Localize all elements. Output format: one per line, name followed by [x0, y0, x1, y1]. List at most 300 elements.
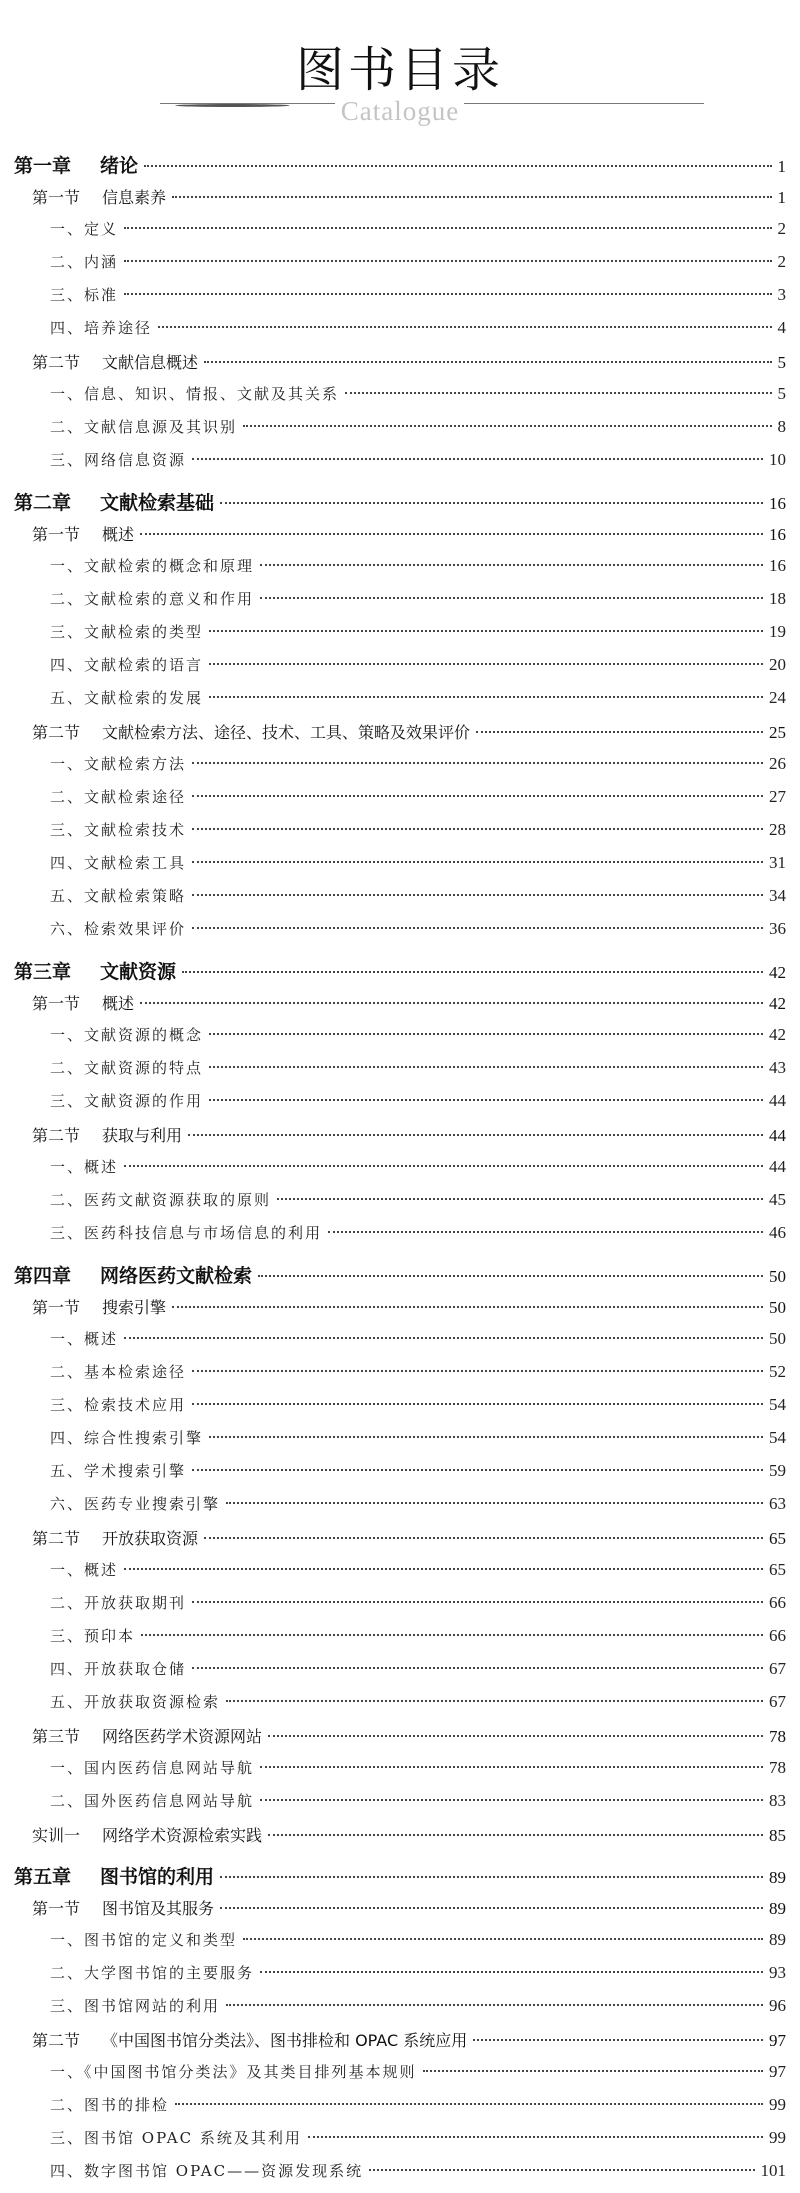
toc-entry-title: 四、数字图书馆 OPAC——资源发现系统: [50, 2162, 364, 2180]
toc-entry-title: 文献检索方法、途径、技术、工具、策略及效果评价: [102, 723, 471, 742]
dot-leader: [260, 1799, 763, 1801]
toc-chapter-row[interactable]: [14, 1255, 786, 1295]
dot-leader: [192, 762, 763, 764]
toc-entry-label: [32, 1526, 198, 1549]
toc-item-row[interactable]: [14, 1493, 786, 1526]
toc-entry-title: 一、文献资源的概念: [50, 1026, 204, 1044]
dot-leader: [204, 1537, 763, 1539]
toc-page-number: 65: [769, 1560, 786, 1579]
dot-leader: [209, 696, 763, 698]
dot-leader: [124, 1568, 763, 1570]
toc-entry-title: 文献资源: [100, 961, 177, 983]
toc-section-row[interactable]: [14, 2028, 786, 2061]
toc-page-number: 20: [769, 655, 786, 674]
toc-item-row[interactable]: [14, 1962, 786, 1995]
toc-entry-title: 三、网络信息资源: [50, 451, 187, 469]
toc-entry-label: [50, 284, 118, 305]
toc-entry-title: 网络医药文献检索: [100, 1265, 253, 1287]
toc-page-number: 24: [769, 688, 786, 707]
toc-entry-label: [50, 1790, 254, 1811]
toc-entry-label: [50, 2160, 363, 2181]
toc-entry-label: [50, 1592, 186, 1613]
toc-entry-title: 图书馆及其服务: [102, 1899, 215, 1918]
toc-entry-label: [50, 1691, 220, 1712]
toc-entry-title: 五、学术搜索引擎: [50, 1462, 187, 1480]
toc-entry-label: [50, 885, 186, 906]
dot-leader: [172, 1306, 763, 1308]
toc-page-number: 63: [769, 1494, 786, 1513]
toc-page-number: 52: [769, 1362, 786, 1381]
toc-entry-title: 三、文献资源的作用: [50, 1092, 204, 1110]
dot-leader: [192, 927, 763, 929]
toc-entry-title: 文献检索基础: [100, 492, 215, 514]
toc-entry-label: [50, 1460, 186, 1481]
toc-page-number: 26: [769, 754, 786, 773]
toc-entry-number: 第一节: [32, 188, 81, 207]
toc-section-row[interactable]: [14, 522, 786, 555]
dot-leader: [140, 533, 763, 535]
toc-item-row[interactable]: [14, 1658, 786, 1691]
toc-entry-label: [50, 383, 339, 404]
page-subtitle: Catalogue: [340, 96, 460, 126]
toc-item-row[interactable]: [14, 1057, 786, 1090]
toc-page-number: 99: [769, 2095, 786, 2114]
page-title: 图书目录: [295, 42, 504, 98]
toc-entry-number: 实训一: [32, 1826, 81, 1845]
dot-leader: [260, 597, 763, 599]
dot-leader: [192, 894, 763, 896]
toc-entry-title: 文献信息概述: [102, 353, 199, 372]
toc-item-row[interactable]: [14, 621, 786, 654]
toc-page-number: 27: [769, 787, 786, 806]
toc-entry-title: 二、文献检索的意义和作用: [50, 590, 255, 608]
dot-leader: [226, 2004, 763, 2006]
toc-entry-number: 第二节: [32, 723, 81, 742]
toc-item-row[interactable]: [14, 1156, 786, 1189]
toc-entry-title: 开放获取资源: [102, 1529, 199, 1548]
toc-entry-label: [50, 1024, 203, 1045]
toc-entry-title: 二、大学图书馆的主要服务: [50, 1964, 255, 1982]
toc-entry-label: [50, 555, 254, 576]
toc-page-number: 42: [769, 994, 786, 1013]
toc-entry-title: 一、文献检索方法: [50, 755, 187, 773]
toc-item-row[interactable]: [14, 251, 786, 284]
toc-chapter-row[interactable]: [14, 951, 786, 991]
toc-page-number: 66: [769, 1626, 786, 1645]
toc-page-number: 43: [769, 1058, 786, 1077]
toc-item-row[interactable]: [14, 1995, 786, 2028]
dot-leader: [124, 1165, 763, 1167]
toc-entry-number: 第一节: [32, 1298, 81, 1317]
toc-entry-label: [32, 1896, 214, 1919]
toc-entry-title: 三、标准: [50, 286, 119, 304]
dot-leader: [328, 1231, 763, 1233]
toc-page-number: 89: [769, 1930, 786, 1949]
toc-page-number: 4: [777, 318, 786, 337]
dot-leader: [192, 1370, 763, 1372]
toc-entry-number: 第三节: [32, 1727, 81, 1746]
toc-item-row[interactable]: [14, 1189, 786, 1222]
dot-leader: [141, 1634, 763, 1636]
toc-entry-label: [50, 251, 118, 272]
toc-item-row[interactable]: [14, 317, 786, 350]
toc-entry-title: 二、医药文献资源获取的原则: [50, 1191, 272, 1209]
dot-leader: [308, 2136, 763, 2138]
toc-entry-label: [50, 1658, 186, 1679]
toc-page-number: 31: [769, 853, 786, 872]
toc-entry-label: [32, 720, 470, 743]
toc-item-row[interactable]: [14, 918, 786, 951]
toc-item-row[interactable]: [14, 753, 786, 786]
toc-entry-label: [50, 1057, 203, 1078]
toc-entry-title: 五、文献检索的发展: [50, 689, 204, 707]
toc-page-number: 5: [777, 384, 786, 403]
toc-entry-label: [32, 185, 166, 208]
dot-leader: [124, 293, 771, 295]
toc-page-number: 5: [777, 353, 786, 372]
catalogue-header: [0, 0, 800, 140]
toc-page-number: 42: [769, 963, 786, 982]
toc-section-row[interactable]: [14, 1823, 786, 1856]
dot-leader: [182, 971, 763, 973]
toc-chapter-row[interactable]: [14, 145, 786, 185]
toc-entry-title: 绪论: [100, 155, 139, 177]
toc-item-row[interactable]: [14, 819, 786, 852]
toc-entry-label: [50, 753, 186, 774]
toc-page-number: 44: [769, 1126, 786, 1145]
toc-entry-label: [50, 852, 186, 873]
toc-entry-number: 第一节: [32, 1899, 81, 1918]
toc-section-row[interactable]: [14, 185, 786, 218]
toc-item-row[interactable]: [14, 1222, 786, 1255]
dot-leader: [209, 1436, 763, 1438]
toc-item-row[interactable]: [14, 1427, 786, 1460]
toc-entry-label: [50, 1493, 220, 1514]
dot-leader: [345, 392, 771, 394]
toc-entry-label: [14, 1261, 252, 1288]
toc-entry-title: 四、文献检索工具: [50, 854, 187, 872]
toc-page-number: 97: [769, 2062, 786, 2081]
toc-entry-title: 四、综合性搜索引擎: [50, 1429, 204, 1447]
toc-page-number: 16: [769, 556, 786, 575]
toc-entry-label: [50, 2061, 417, 2082]
toc-entry-label: [50, 588, 254, 609]
toc-entry-label: [14, 957, 176, 984]
toc-item-row[interactable]: [14, 555, 786, 588]
dot-leader: [220, 1876, 763, 1878]
toc-page-number: 78: [769, 1758, 786, 1777]
toc-entry-label: [50, 687, 203, 708]
toc-entry-title: 五、开放获取资源检索: [50, 1693, 221, 1711]
toc-entry-title: 二、国外医药信息网站导航: [50, 1792, 255, 1810]
toc-page-number: 46: [769, 1223, 786, 1242]
toc-section-row[interactable]: [14, 1526, 786, 1559]
toc-entry-title: 六、医药专业搜索引擎: [50, 1495, 221, 1513]
toc-page-number: 67: [769, 1659, 786, 1678]
dot-leader: [268, 1735, 763, 1737]
toc-section-row[interactable]: [14, 1123, 786, 1156]
toc-chapter-row[interactable]: [14, 1856, 786, 1896]
dot-leader: [204, 361, 771, 363]
toc-entry-label: [50, 1361, 186, 1382]
toc-entry-label: [50, 218, 118, 239]
toc-page-number: 50: [769, 1298, 786, 1317]
toc-entry-label: [32, 522, 134, 545]
toc-page-number: 42: [769, 1025, 786, 1044]
toc-page-number: 54: [769, 1428, 786, 1447]
toc-entry-title: 一、信息、知识、情报、文献及其关系: [50, 385, 340, 403]
toc-entry-label: [50, 918, 186, 939]
toc-item-row[interactable]: [14, 1757, 786, 1790]
toc-entry-label: [50, 1427, 203, 1448]
toc-item-row[interactable]: [14, 383, 786, 416]
toc-page-number: 97: [769, 2031, 786, 2050]
toc-item-row[interactable]: [14, 1592, 786, 1625]
toc-page-number: 50: [769, 1329, 786, 1348]
toc-entry-label: [50, 621, 203, 642]
dot-leader: [476, 731, 763, 733]
toc-entry-title: 三、预印本: [50, 1627, 136, 1645]
toc-entry-title: 三、图书馆网站的利用: [50, 1997, 221, 2015]
toc-item-row[interactable]: [14, 284, 786, 317]
dot-leader: [423, 2070, 763, 2072]
toc-item-row[interactable]: [14, 1328, 786, 1361]
toc-page-number: 44: [769, 1157, 786, 1176]
dot-leader: [192, 795, 763, 797]
toc-entry-title: 图书馆的利用: [100, 1866, 215, 1888]
toc-item-row[interactable]: [14, 885, 786, 918]
toc-entry-label: [50, 1189, 271, 1210]
toc-page-number: 83: [769, 1791, 786, 1810]
toc-entry-title: 网络医药学术资源网站: [102, 1727, 263, 1746]
toc-entry-number: 第五章: [14, 1866, 72, 1888]
toc-entry-label: [32, 991, 134, 1014]
toc-page-number: 85: [769, 1826, 786, 1845]
dot-leader: [140, 1002, 763, 1004]
toc-entry-title: 二、基本检索途径: [50, 1363, 187, 1381]
toc-page-number: 8: [777, 417, 786, 436]
toc-entry-number: 第二节: [32, 353, 81, 372]
toc-item-row[interactable]: [14, 449, 786, 482]
toc-item-row[interactable]: [14, 852, 786, 885]
dot-leader: [172, 196, 771, 198]
toc-entry-label: [50, 1995, 220, 2016]
toc-entry-label: [50, 1090, 203, 1111]
toc-section-row[interactable]: [14, 720, 786, 753]
toc-page-number: 2: [777, 252, 786, 271]
dot-leader: [268, 1834, 763, 1836]
toc-entry-label: [50, 449, 186, 470]
toc-chapter-row[interactable]: [14, 482, 786, 522]
toc-entry-title: 四、文献检索的语言: [50, 656, 204, 674]
dot-leader: [473, 2039, 763, 2041]
toc-page-number: 66: [769, 1593, 786, 1612]
toc-entry-number: 第三章: [14, 961, 72, 983]
toc-entry-title: 获取与利用: [102, 1126, 183, 1145]
toc-item-row[interactable]: [14, 1024, 786, 1057]
toc-entry-title: 二、文献信息源及其识别: [50, 418, 238, 436]
toc-item-row[interactable]: [14, 2094, 786, 2127]
dot-leader: [260, 564, 763, 566]
toc-page-number: 28: [769, 820, 786, 839]
dot-leader: [209, 630, 763, 632]
dot-leader: [192, 828, 763, 830]
toc-section-row[interactable]: [14, 350, 786, 383]
toc-entry-label: [50, 317, 152, 338]
toc-page-number: 19: [769, 622, 786, 641]
dot-leader: [243, 1938, 763, 1940]
toc-page-number: 25: [769, 723, 786, 742]
toc-entry-title: 一、《中国图书馆分类法》及其类目排列基本规则: [50, 2063, 417, 2081]
dot-leader: [188, 1134, 763, 1136]
dot-leader: [144, 165, 771, 167]
toc-page-number: 44: [769, 1091, 786, 1110]
toc-entry-title: 网络学术资源检索实践: [102, 1826, 263, 1845]
toc-entry-label: [50, 1625, 135, 1646]
toc-entry-title: 三、文献检索的类型: [50, 623, 204, 641]
toc-entry-label: [50, 1222, 322, 1243]
toc-item-row[interactable]: [14, 2061, 786, 2094]
toc-page-number: 99: [769, 2128, 786, 2147]
dot-leader: [192, 1403, 763, 1405]
dot-leader: [220, 1907, 763, 1909]
dot-leader: [260, 1766, 763, 1768]
toc-entry-label: [32, 1123, 182, 1146]
toc-entry-label: [50, 1929, 237, 1950]
toc-entry-title: 二、内涵: [50, 253, 119, 271]
toc-item-row[interactable]: [14, 588, 786, 621]
dot-leader: [226, 1700, 763, 1702]
toc-entry-title: 二、文献资源的特点: [50, 1059, 204, 1077]
toc-page-number: 101: [760, 2161, 786, 2180]
toc-entry-title: 概述: [102, 994, 135, 1013]
toc-entry-number: 第二节: [32, 1529, 81, 1548]
toc-section-row[interactable]: [14, 1295, 786, 1328]
toc-item-row[interactable]: [14, 416, 786, 449]
toc-entry-label: [32, 2028, 467, 2051]
toc-entry-label: [50, 1757, 254, 1778]
dot-leader: [124, 260, 771, 262]
dot-leader: [243, 425, 771, 427]
toc-item-row[interactable]: [14, 654, 786, 687]
toc-entry-label: [50, 786, 186, 807]
dot-leader: [175, 2103, 763, 2105]
dot-leader: [220, 502, 763, 504]
toc-item-row[interactable]: [14, 1790, 786, 1823]
toc-section-row[interactable]: [14, 1896, 786, 1929]
toc-page-number: 65: [769, 1529, 786, 1548]
toc-item-row[interactable]: [14, 1559, 786, 1592]
toc-entry-title: 三、医药科技信息与市场信息的利用: [50, 1224, 323, 1242]
toc-entry-title: 信息素养: [102, 188, 167, 207]
dot-leader: [209, 1099, 763, 1101]
toc-entry-title: 六、检索效果评价: [50, 920, 187, 938]
toc-entry-title: 五、文献检索策略: [50, 887, 187, 905]
toc-item-row[interactable]: [14, 687, 786, 720]
toc-entry-title: 《中国图书馆分类法》、图书排检和 OPAC 系统应用: [102, 2031, 468, 2050]
toc-page-number: 67: [769, 1692, 786, 1711]
dot-leader: [226, 1502, 763, 1504]
dot-leader: [192, 861, 763, 863]
toc-page-number: 78: [769, 1727, 786, 1746]
toc-item-row[interactable]: [14, 786, 786, 819]
toc-page-number: 18: [769, 589, 786, 608]
dot-leader: [209, 1033, 763, 1035]
dot-leader: [192, 1601, 763, 1603]
toc-item-row[interactable]: [14, 1090, 786, 1123]
toc-entry-title: 三、图书馆 OPAC 系统及其利用: [50, 2129, 302, 2147]
dot-leader: [124, 1337, 763, 1339]
toc-item-row[interactable]: [14, 1625, 786, 1658]
toc-entry-title: 一、图书馆的定义和类型: [50, 1931, 238, 1949]
toc-item-row[interactable]: [14, 1691, 786, 1724]
toc-entry-label: [32, 1295, 166, 1318]
toc-entry-label: [50, 819, 186, 840]
toc-page-number: 1: [777, 188, 786, 207]
dot-leader: [124, 227, 771, 229]
toc-item-row[interactable]: [14, 1929, 786, 1962]
toc-item-row[interactable]: [14, 218, 786, 251]
toc-entry-label: [50, 2127, 302, 2148]
toc-item-row[interactable]: [14, 1361, 786, 1394]
toc-entry-title: 二、图书的排检: [50, 2096, 170, 2114]
toc-item-row[interactable]: [14, 1394, 786, 1427]
toc-entry-label: [50, 1962, 254, 1983]
toc-entry-title: 一、国内医药信息网站导航: [50, 1759, 255, 1777]
toc-page-number: 45: [769, 1190, 786, 1209]
toc-page-number: 34: [769, 886, 786, 905]
toc-page-number: 50: [769, 1267, 786, 1286]
toc-entry-title: 四、开放获取仓储: [50, 1660, 187, 1678]
toc-entry-title: 概述: [102, 525, 135, 544]
toc-page-number: 16: [769, 494, 786, 513]
toc-item-row[interactable]: [14, 1460, 786, 1493]
toc-entry-label: [32, 350, 198, 373]
dot-leader: [277, 1198, 763, 1200]
toc-page-number: 1: [777, 157, 786, 176]
toc-entry-label: [14, 488, 214, 515]
toc-entry-label: [50, 1394, 186, 1415]
toc-page-number: 3: [777, 285, 786, 304]
toc-page-number: 96: [769, 1996, 786, 2015]
toc-entry-title: 一、文献检索的概念和原理: [50, 557, 255, 575]
toc-entry-label: [50, 654, 203, 675]
toc-entry-number: 第二节: [32, 2031, 81, 2050]
toc-entry-label: [50, 1328, 118, 1349]
toc-entry-label: [32, 1724, 262, 1747]
toc-entry-title: 一、概述: [50, 1561, 119, 1579]
toc-entry-label: [50, 1559, 118, 1580]
toc-entry-number: 第一章: [14, 155, 72, 177]
toc-item-row[interactable]: [14, 2160, 786, 2193]
dot-leader: [209, 1066, 763, 1068]
toc-item-row[interactable]: [14, 2127, 786, 2160]
toc-entry-label: [50, 416, 237, 437]
toc-section-row[interactable]: [14, 991, 786, 1024]
toc-entry-number: 第二章: [14, 492, 72, 514]
toc-page-number: 89: [769, 1899, 786, 1918]
dot-leader: [369, 2169, 754, 2171]
dot-leader: [158, 326, 771, 328]
toc-entry-label: [14, 151, 138, 178]
toc-entry-title: 一、概述: [50, 1330, 119, 1348]
toc-entry-title: 三、文献检索技术: [50, 821, 187, 839]
toc-entry-title: 三、检索技术应用: [50, 1396, 187, 1414]
toc-section-row[interactable]: [14, 1724, 786, 1757]
toc-entry-label: [50, 2094, 169, 2115]
toc-entry-number: 第二节: [32, 1126, 81, 1145]
dot-leader: [260, 1971, 763, 1973]
